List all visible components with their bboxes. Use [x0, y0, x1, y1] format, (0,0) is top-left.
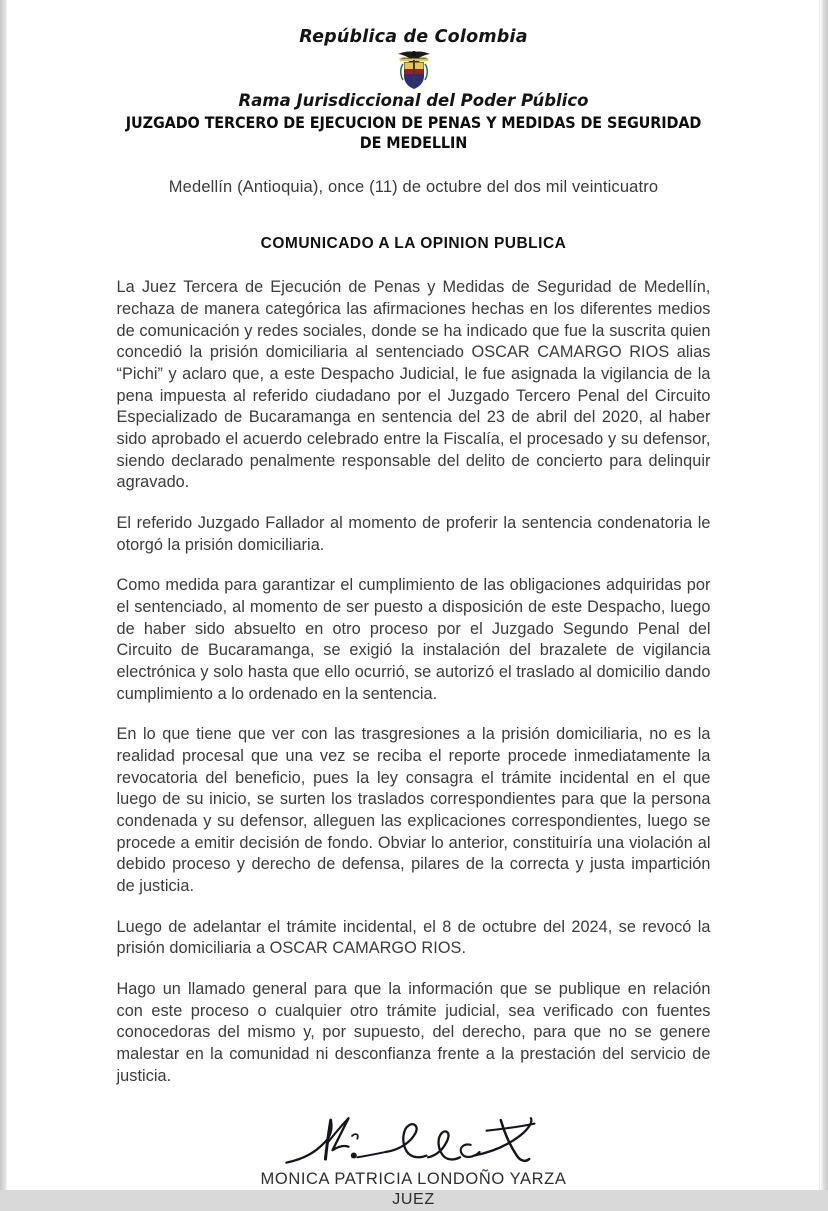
body-paragraph: Como medida para garantizar el cumplimiento de las obligaciones adquiridas por el sentenciado, al momento de ser puesto a disposición de este Despacho, luego de haber sido absuelto en otro proceso por el Juzgado Segundo Penal del Circuito de Bucaramanga, se exigió la instalación del brazalete de vigilancia electrónica y solo hasta que ello ocurrió, se autorizó el traslado al domicilio dando cumplimiento a lo ordenado en la sentencia.	[116, 576, 711, 703]
signer-name: MONICA PATRICIA LONDOÑO YARZA	[260, 1170, 567, 1189]
handwritten-signature	[279, 1113, 549, 1175]
page-left-edge-shadow	[0, 0, 7, 1190]
place-and-date: Medellín (Antioquia), once (11) de octubre del dos mil veinticuatro	[168, 178, 659, 197]
judicial-branch-title: Rama Jurisdiccional del Poder Público	[238, 91, 589, 111]
page-right-rule	[819, 0, 820, 1190]
body-paragraph: En lo que tiene que ver con las trasgresiones a la prisión domiciliaria, no es la realidad procesal que una vez se reciba el reporte procede inmediatamente la revocatoria del beneficio, pues la ley consagra el trámite incidental en el que luego de su inicio, se surten los traslados correspondientes para que la persona condenada y su defensor, alleguen las explicaciones correspondientes, luego se procede a emitir decisión de fondo. Obviar lo anterior, constituiría una violación al debido proceso y derecho de defensa, pilares de la correcta y justa impartición de justicia.	[116, 725, 711, 896]
body-paragraph: El referido Juzgado Fallador al momento de proferir la sentencia condenatoria le otorgó la prisión domiciliaria.	[116, 513, 711, 554]
signature-block	[8, 1113, 819, 1210]
document-body	[117, 253, 711, 1087]
page-right-edge-shadow	[821, 0, 828, 1190]
signer-role: JUEZ	[392, 1191, 435, 1209]
country-title: República de Colombia	[299, 27, 528, 47]
body-paragraph: La Juez Tercera de Ejecución de Penas y Medidas de Seguridad de Medellín, rechaza de manera categórica las afirmaciones hechas en los diferentes medios de comunicación y redes sociales, donde se ha indicado que fue la suscrita quien concedió la prisión domiciliaria al sentenciado OSCAR CAMARGO RIOS alias “Pichi” y aclaro que, a este Despacho Judicial, le fue asignada la vigilancia de la pena impuesta al referido ciudadano por el Juzgado Tercero Penal del Circuito Especializado de Bucaramanga en sentencia del 23 de abril del 2020, al haber sido aprobado el acuerdo celebrado entre la Fiscalía, el procesado y su defensor, siendo declarado penalmente responsable del delito de concierto para delinquir agravado.	[116, 278, 711, 492]
document-sheet	[8, 0, 819, 1209]
court-name-title: JUZGADO TERCERO DE EJECUCION DE PENAS Y MEDIDAS DE SEGURIDAD DE MEDELLIN	[125, 113, 702, 152]
body-paragraph: Hago un llamado general para que la información que se publique en relación con este proceso o cualquier otro trámite judicial, sea verificado con fuentes conocedoras del mismo y, por supuesto, del derecho, para que no se genere malestar en la comunidad ni desconfianza frente a la prestación del servicio de justicia.	[116, 980, 711, 1085]
document-header	[8, 0, 819, 152]
colombia-coat-of-arms-icon	[391, 50, 437, 90]
body-paragraph: Luego de adelantar el trámite incidental, el 8 de octubre del 2024, se revocó la prisión domiciliaria a OSCAR CAMARGO RIOS.	[116, 917, 711, 958]
document-subject-heading: COMUNICADO A LA OPINION PUBLICA	[260, 235, 567, 253]
